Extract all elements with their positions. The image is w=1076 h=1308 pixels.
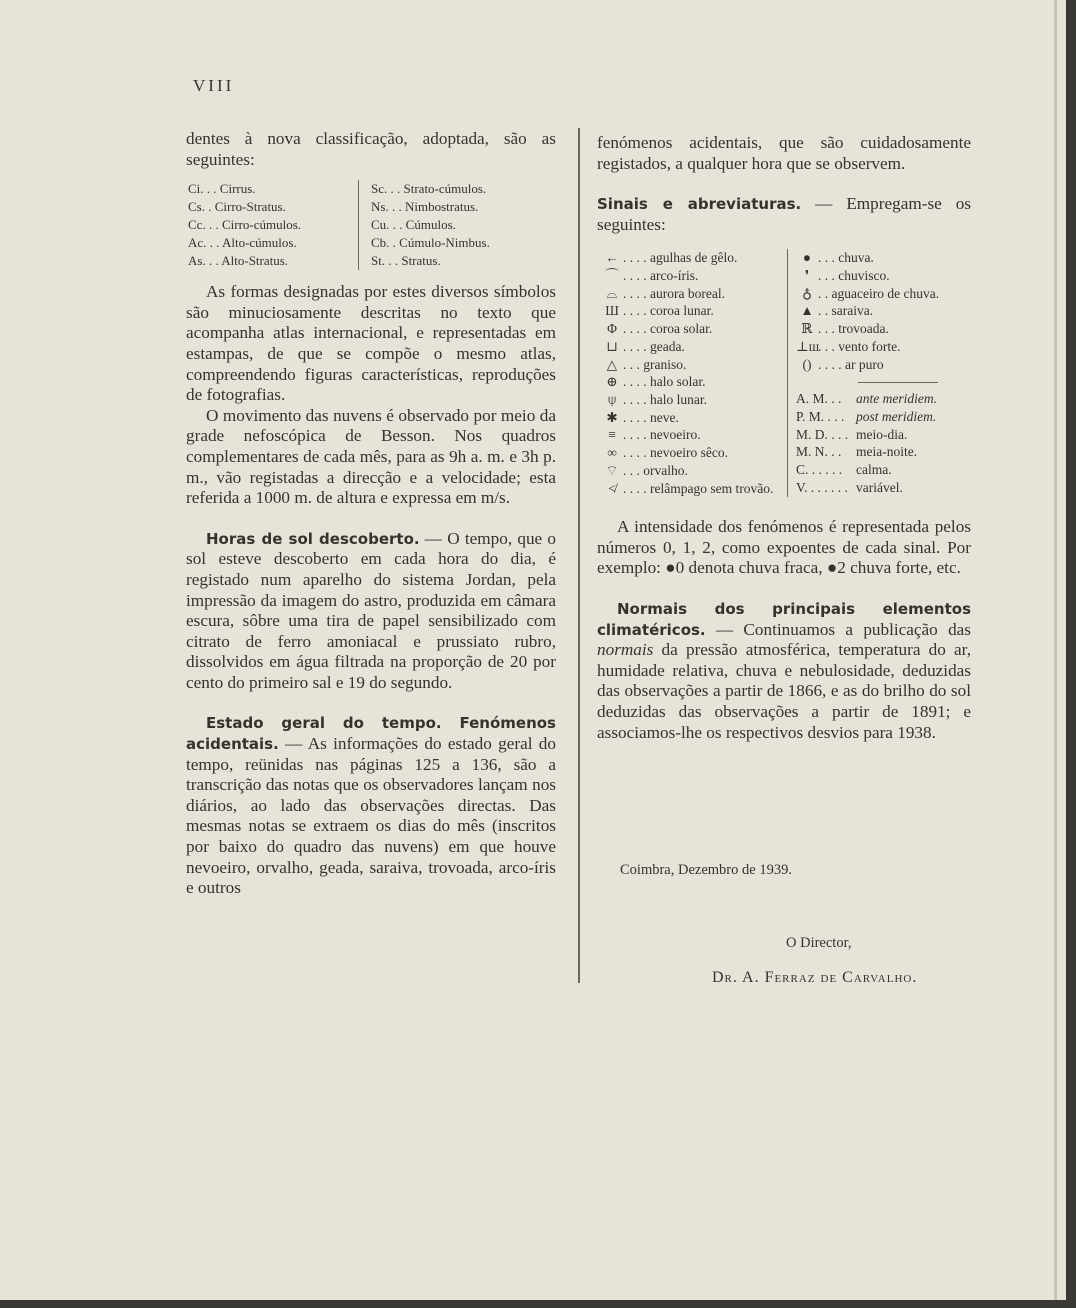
symbol-item [601,302,787,320]
cloud-name: Cirro-Stratus. [214,199,286,215]
symbol-item-key: ⌒ [605,268,619,284]
symbol-item-label: . . . . arco-íris. [623,268,699,284]
cloud-item [188,234,358,252]
paragraph-movement: O movimento das nuvens é observado por meio da grade nefoscópica de Besson. Nos quadros complementares de cada mês, para as 9h a. m. e 3h p. m., vão registadas a direcção e a velocidade; esta referida a 1000 m. de altura e expressa em m/s. [186,405,556,508]
symbol-item-label: . . . vento forte. [818,338,901,354]
cloud-item [371,252,490,270]
paragraph-continuation: fenómenos acidentais, que são cuidadosamente registados, a qualquer hora que se observem. [597,133,971,173]
symbol-item [796,267,966,285]
symbol-item-key: ❜ [804,268,810,284]
cloud-abbr: Ns. . . [371,199,402,215]
symbol-item-label: . . . . coroa lunar. [623,303,714,319]
cloud-item [371,198,490,216]
heading-normals: Normais dos principais elementos climatéricos. [597,600,971,639]
symbol-item [601,373,787,391]
abbrev-item-key: M. N. . . [796,444,842,460]
heading-weather: Estado geral do tempo. Fenómenos acidentais. [186,714,556,754]
symbol-item-label: . . . . nevoeiro. [623,427,701,443]
cloud-abbr: Cc. . . [188,217,219,233]
abbrev-item [796,426,966,444]
symbol-item-key: ✱ [606,409,618,425]
normals-text-b: da pressão atmosférica, temperatura do ar, humidade relativa, chuva e nebulosidade, deduzidas das observações a partir de 1866, e as do brilho do sol deduzidas das observações a partir de 1891; e associamos-lhe os respectivos desvios para 1938. [597,640,971,742]
director-signature: Dr. A. Ferraz de Carvalho. [712,969,918,986]
symbol-item-label: . . . . aurora boreal. [623,285,725,301]
cloud-abbr: Sc. . . [371,181,401,197]
sunshine-text: — O tempo, que o sol esteve descoberto em cada hora do dia, é registado num aparelho do sistema Jordan, pela impressão da imagem do astro, produzida em câmara escura, sôbre uma tira de papel sensibilizado com citrato de ferro amoniacal e prussiato rubro, dissolvidos em água filtrada na proporção de 20 por cento do primeiro sal e 19 do segundo. [186,528,556,692]
symbol-item [796,320,966,338]
symbol-item-key: ← [605,250,619,266]
cloud-list-left [188,180,358,270]
symbol-item [601,444,787,462]
cloud-abbr: Ac. . . [188,235,220,251]
intro-paragraph: dentes à nova classificação, adoptada, são as seguintes: [186,129,556,169]
cloud-name: Strato-cúmulos. [403,181,487,197]
cloud-item [188,180,358,198]
cloud-abbr: Cb. . [371,235,396,251]
symbol-item-label: . . . . nevoeiro sêco. [623,445,728,461]
abbrev-item-key: A. M. . . [796,391,842,407]
symbols-table [601,249,971,497]
symbol-item-key: ⊕ [606,374,618,390]
paragraph-weather [186,713,556,898]
symbol-item [601,462,787,480]
symbol-item [601,480,787,498]
symbol-item-key: ≡ [608,427,616,443]
cloud-abbreviation-table [188,180,556,270]
cloud-name: Nimbostratus. [404,199,479,215]
symbol-item-label: . . . . halo solar. [623,374,706,390]
cloud-name: Alto-Stratus. [221,253,289,269]
abbrev-item [796,408,966,426]
abbrev-separator [858,382,938,383]
cloud-item [188,216,358,234]
abbrev-item-label: variável. [856,479,903,495]
symbol-item [796,285,966,303]
cloud-abbr: St. . . [371,253,399,269]
cloud-list-right [358,180,490,270]
cloud-name: Cúmulos. [405,217,456,233]
symbol-item-key: ▲ [800,303,814,319]
cloud-item [371,216,490,234]
signs-text: — Empregam-se os seguintes: [597,194,971,234]
symbol-item-key: ⊔ [606,338,618,354]
cloud-abbr: Cs. . [188,199,212,215]
symbol-item [796,338,966,356]
symbols-list-right [787,249,966,497]
symbols-list-left [601,249,787,497]
symbol-item-key: △ [606,356,618,372]
symbol-item-key: Φ [607,321,617,337]
symbol-item-label: . . . . halo lunar. [623,392,707,407]
symbol-item [601,267,787,285]
symbol-item [796,302,966,320]
symbol-item [601,285,787,303]
symbol-item-label: . . . chuvisco. [818,268,890,284]
symbol-item-key: ⍦ [607,392,617,407]
director-role: O Director, [786,935,852,951]
symbol-item [601,426,787,444]
symbol-item-key: ♁ [802,285,812,301]
cloud-name: Cúmulo-Nimbus. [399,235,490,251]
abbrev-item-key: P. M. . . . [796,409,845,424]
cloud-abbr: Ci. . . [188,181,217,197]
weather-text: — As informações do estado geral do tempo, reünidas nas páginas 125 a 136, são a transcrição das notas que os observadores lançam nos diários, ao lado das observações directas. Das mesmas notas se extraem os dias do mês (inscritos por baixo do quadro das nuvens) em que houve nevoeiro, orvalho, geada, saraiva, trovoada, arco-íris e outros [186,734,556,898]
symbol-item-label: . . . . neve. [623,409,679,425]
right-column [597,133,971,743]
column-divider [578,128,580,983]
abbrev-item-key: C. . . . . . [796,462,843,478]
page-edge [1054,0,1057,1300]
symbol-item-label: . . saraiva. [818,303,874,319]
symbol-item [601,320,787,338]
symbol-item-key: ≮ [608,480,616,496]
abbrev-item-label: meia-noite. [856,444,918,460]
symbol-item-key: ⊥ш [796,338,820,354]
abbrev-item-key: M. D. . . . [796,426,849,442]
symbol-item-label: . . . . agulhas de gêlo. [623,250,738,266]
cloud-item [371,234,490,252]
cloud-name: Cirro-cúmulos. [221,217,302,233]
symbol-item-key: ℝ [801,321,813,337]
cloud-item [188,252,358,270]
paragraph-sunshine [186,529,556,694]
symbol-item [796,356,966,374]
left-column [186,129,556,899]
heading-signs: Sinais e abreviaturas. [597,195,802,214]
abbrev-item-label: ante meridiem. [856,391,937,407]
symbol-item [601,356,787,374]
paragraph-forms: As formas designadas por estes diversos símbolos são minuciosamente descritas no texto que acompanha atlas internacional, e representadas em estampas, de que se compõe o mesmo atlas, compreendendo figuras características, reproduções de fotografias. [186,282,556,405]
paragraph-normals [597,599,971,743]
symbol-item-label: . . . . coroa solar. [623,321,713,337]
cloud-item [371,180,490,198]
symbol-item-label: . . . . relâmpago sem trovão. [623,480,774,496]
page-number: VIII [193,76,235,95]
abbrev-item-key: V. . . . . . . [796,479,848,495]
symbol-item-label: . . . . ar puro [818,356,884,372]
symbol-item [601,409,787,427]
cloud-name: Alto-cúmulos. [221,235,297,251]
symbol-item [796,249,966,267]
heading-sunshine: Horas de sol descoberto. [206,529,420,548]
normals-italic: normais [597,640,654,660]
cloud-abbr: Cu. . . [371,217,403,233]
symbol-item-label: . . . graniso. [623,356,687,372]
symbol-item [601,338,787,356]
cloud-name: Cirrus. [219,181,256,197]
abbrev-item [796,479,966,497]
symbol-item-key: ● [802,250,812,266]
place-date: Coimbra, Dezembro de 1939. [620,862,792,878]
symbol-item-key: ⌔ [605,462,619,478]
paragraph-intensity: A intensidade dos fenómenos é representada pelos números 0, 1, 2, como expoentes de cada sinal. Por exemplo: ●0 denota chuva fraca, ●2 chuva forte, etc. [597,517,971,578]
symbol-item-label: . . aguaceiro de chuva. [818,285,940,301]
symbol-item-label: . . . orvalho. [623,462,688,478]
abbrev-item [796,461,966,479]
symbol-item-key: Ш [605,303,619,319]
cloud-abbr: As. . . [188,253,219,269]
cloud-item [188,198,358,216]
abbrev-item-label: post meridiem. [856,409,937,424]
abbrev-item [796,443,966,461]
abbrev-item-label: meio-dia. [856,426,908,442]
symbol-item [601,249,787,267]
symbol-item-key: ⌓ [606,285,618,301]
cloud-name: Stratus. [401,253,441,269]
normals-text-a: — Continuamos a publicação das [705,619,971,639]
abbrev-item [796,390,966,408]
symbol-item-label: . . . trovoada. [818,321,889,337]
paragraph-signs [597,194,971,235]
symbol-item-label: . . . chuva. [818,250,874,266]
symbol-item-key: () [802,356,812,372]
symbol-item [601,391,787,409]
symbol-item-label: . . . . geada. [623,338,685,354]
symbol-item-key: ∞ [607,445,617,461]
abbrev-item-label: calma. [856,462,892,478]
